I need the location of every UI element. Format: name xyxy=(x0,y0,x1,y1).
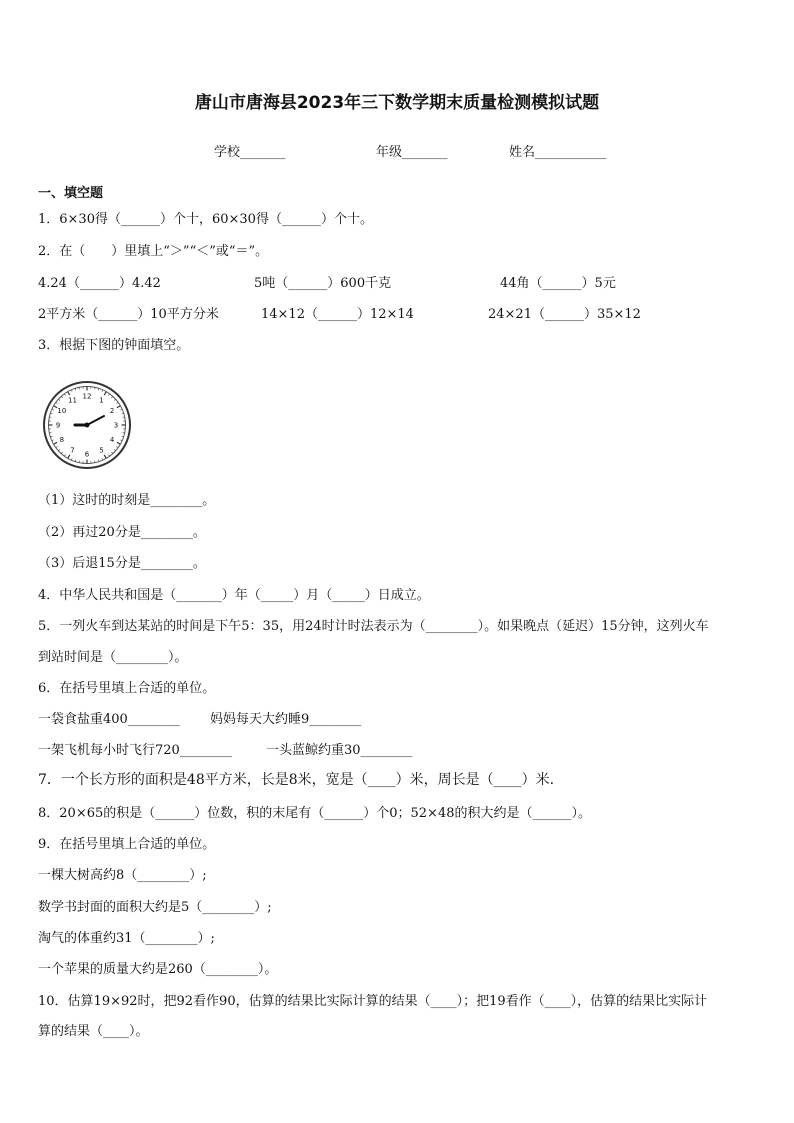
question-10-line1: 10．估算19×92时，把92看作90，估算的结果比实际计算的结果（____）；把19看作（____），估算的结果比实际计 xyxy=(38,994,708,1009)
clock-number: 9 xyxy=(55,421,61,430)
q9-item-c: 淘气的体重约31（________）; xyxy=(38,931,215,946)
q2-item-e: 14×12（______）12×14 xyxy=(261,307,414,322)
clock-number: 7 xyxy=(70,446,75,455)
question-8: 8．20×65的积是（______）位数，积的末尾有（______）个0；52×48的积大约是（______）。 xyxy=(38,806,591,821)
q9-item-a: 一棵大树高约8（________）; xyxy=(38,868,207,883)
q6-item-d: 一头蓝鲸约重30________ xyxy=(266,743,413,758)
clock-number: 2 xyxy=(109,407,115,415)
clock-face xyxy=(42,380,132,470)
q6-item-b: 妈妈每天大约睡9________ xyxy=(210,712,362,727)
clock-number: 4 xyxy=(109,436,115,444)
q3-item-2: （2）再过20分是________。 xyxy=(38,525,206,540)
grade-field: 年级_______ xyxy=(376,145,448,160)
question-9: 9．在括号里填上合适的单位。 xyxy=(38,837,216,852)
question-3: 3．根据下图的钟面填空。 xyxy=(38,338,190,353)
clock-number: 8 xyxy=(59,436,65,444)
name-field: 姓名___________ xyxy=(509,145,607,160)
page-title: 唐山市唐海县2023年三下数学期末质量检测模拟试题 xyxy=(194,93,600,113)
question-7: 7．一个长方形的面积是48平方米，长是8米，宽是（____）米，周长是（____）米. xyxy=(38,772,555,788)
q6-item-a: 一袋食盐重400________ xyxy=(38,712,180,727)
q2-item-f: 24×21（______）35×12 xyxy=(488,307,641,322)
q6-item-c: 一架飞机每小时飞行720________ xyxy=(38,743,232,758)
question-10-line2: 算的结果（____）。 xyxy=(38,1024,149,1039)
clock-number: 5 xyxy=(99,446,104,455)
question-6: 6．在括号里填上合适的单位。 xyxy=(38,681,216,696)
q2-item-d: 2平方米（______）10平方分米 xyxy=(38,307,219,322)
question-2: 2．在（ ）里填上“＞”“＜”或“＝”。 xyxy=(38,244,269,259)
question-5-line1: 5．一列火车到达某站的时间是下午5：35，用24时计时法表示为（________）。如果晚点（延迟）15分钟，这列火车 xyxy=(38,619,709,634)
question-5-line2: 到站时间是（________）。 xyxy=(38,650,188,665)
clock-number: 1 xyxy=(99,396,104,405)
clock-number: 12 xyxy=(82,392,92,401)
section-heading: 一、填空题 xyxy=(38,186,104,201)
clock-number: 10 xyxy=(57,407,67,415)
school-field: 学校_______ xyxy=(214,145,286,160)
clock-number: 11 xyxy=(68,396,77,405)
clock-center xyxy=(85,423,90,428)
q2-item-c: 44角（______）5元 xyxy=(500,276,616,291)
q3-item-3: （3）后退15分是________。 xyxy=(38,556,206,571)
q3-item-1: （1）这时的时刻是________。 xyxy=(38,493,216,508)
clock-number: 3 xyxy=(113,421,119,430)
q2-item-b: 5吨（______）600千克 xyxy=(254,276,392,291)
clock-number: 6 xyxy=(84,450,90,459)
question-1: 1．6×30得（______）个十，60×30得（______）个十。 xyxy=(38,212,373,227)
q9-item-b: 数学书封面的面积大约是5（________）; xyxy=(38,900,272,915)
q9-item-d: 一个苹果的质量大约是260（________）。 xyxy=(38,962,278,977)
q2-item-a: 4.24（______）4.42 xyxy=(38,276,161,291)
question-4: 4．中华人民共和国是（_______）年（_____）月（_____）日成立。 xyxy=(38,588,430,603)
